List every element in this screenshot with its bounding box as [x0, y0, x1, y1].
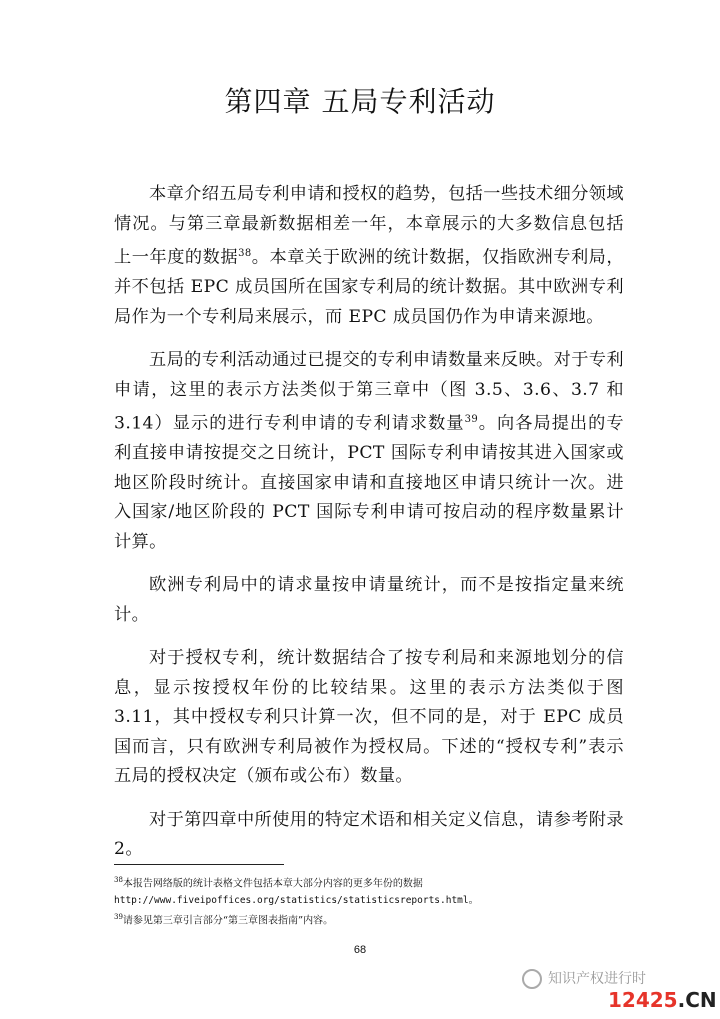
footnote-38-url[interactable]: http://www.fiveipoffices.org/statistics/statisticsreports.html。 [114, 895, 479, 907]
footnote-38: $^{38}$本报告网络版的统计表格文件包括本章大部分内容的更多年份的数据 [114, 876, 423, 890]
body-text [114, 180, 624, 879]
paragraph: 对于授权专利，统计数据结合了按专利局和来源地划分的信息，显示按授权年份的比较结果。这里的表示方法类似于图 3.11，其中授权专利只计算一次，但不同的是，对于 EPC 成员国而言，只有欧洲专利局被作为授权局。下述的“授权专利”表示五局的授权决定（颁布或公布）数量。 [114, 648, 624, 787]
paragraph: 对于第四章中所使用的特定术语和相关定义信息，请参考附录 2。 [114, 809, 624, 860]
footnote-divider [114, 864, 284, 865]
footnotes [114, 872, 674, 930]
wechat-icon [522, 969, 542, 989]
paragraph: 五局的专利活动通过已提交的专利申请数量来反映。对于专利申请，这里的表示方法类似于第三章中（图 3.5、3.6、3.7 和 3.14）显示的进行专利申请的专利请求数量$^{39}$。向各局提出的专利直接申请按提交之日统计，PCT 国际专利申请按其进入国家或地区阶段时统计。直接国家申请和直接地区申请只统计一次。进入国家/地区阶段的 PCT 国际专利申请可按启动的程序数量累计计算。 [114, 350, 624, 552]
wechat-watermark: 知识产权进行时 [522, 968, 646, 989]
page-number: 68 [353, 944, 367, 956]
paragraph: 本章介绍五局专利申请和授权的趋势，包括一些技术细分领域情况。与第三章最新数据相差一年，本章展示的大多数信息包括上一年度的数据$^{38}$。本章关于欧洲的统计数据，仅指欧洲专利局，并不包括 EPC 成员国所在国家专利局的统计数据。其中欧洲专利局作为一个专利局来展示，而 EPC 成员国仍作为申请来源地。 [114, 184, 624, 327]
chapter-title: 第四章 五局专利活动 [224, 85, 496, 118]
paragraph: 欧洲专利局中的请求量按申请量统计，而不是按指定量来统计。 [114, 575, 624, 625]
footnote-39: $^{39}$请参见第三章引言部分“第三章图表指南”内容。 [114, 913, 334, 927]
site-watermark: 12425.CN [608, 988, 717, 1012]
